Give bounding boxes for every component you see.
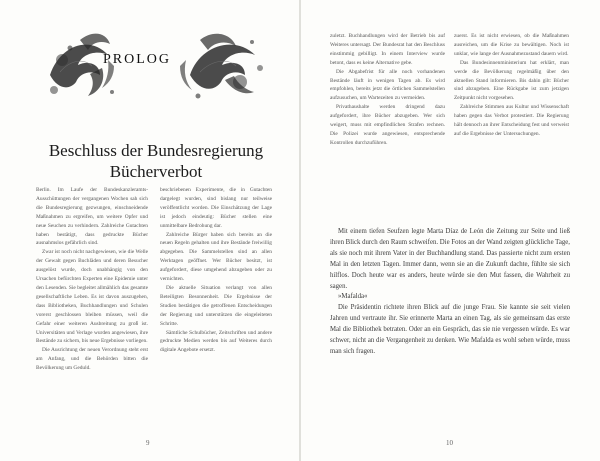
paragraph: Das Bundesinnenministerium hat erklärt, man werde die Bevölkerung regelmäßig über den aktuellen Stand informieren. Bis dahin gilt: Bücher sind abzugeben. Eine Rückgabe ist zum jetzigen Zeitpunkt nicht vorgesehen. (454, 59, 569, 102)
page-number-right: 10 (446, 439, 453, 447)
left-column-2 (160, 186, 272, 406)
paragraph: Die aktuelle Situation verlangt von allen Beteiligten Besonnenheit. Die Ergebnisse der Studien bestätigen die getroffenen Entscheidungen der Regierung und unterstützen die eingeleiteten Schritte. (160, 284, 272, 327)
paragraph: zuerst. Es ist nicht erwiesen, ob die Maßnahmen ausreichen, um die Krise zu bewältigen. Noch ist unklar, wie lange der Ausnahmezustand dauern wird. (454, 33, 569, 57)
paragraph: Die Präsidentin richtete ihren Blick auf die junge Frau. Sie kannte sie seit vielen Jahren und vertraute ihr. Sie erinnerte Marta an einen Tag, als sie gemeinsam das erste Mal die Bibliothek betraten. Oder an ein Gespräch, das sie nie vergessen würde. Es war schwer, nicht an die Vergangenheit zu denken. Wie Mafalda es wohl sehen würde, muss man sich fragen. (330, 304, 570, 355)
paragraph: Privathaushalte werden dringend dazu aufgefordert, ihre Bücher abzugeben. Wer sich weigert, muss mit empfindlichen Strafen rechnen. Die Polizei wurde angewiesen, entsprechende Kontrollen durchzuführen. (330, 104, 445, 146)
page-number-left: 9 (146, 439, 150, 447)
right-column-1 (330, 32, 445, 218)
paragraph: Zahlreiche Bürger haben sich bereits an die neuen Regeln gehalten und ihre Bestände freiwillig abgegeben. Die Sammelstellen sind an allen Werktagen geöffnet. Wer Bücher besitzt, ist aufgefordert, diese umgehend abzugeben oder zu vernichten. (160, 231, 272, 283)
chapter-title-line1: Beschluss der Bundesregierung (48, 141, 264, 160)
paragraph: beschriebenen Experimente, die in Gutachten dargelegt wurden, sind bislang nur teilweise veröffentlicht worden. Die Einschätzung der Lage ist jedoch eindeutig: Bücher stellen eine unmittelbare Bedrohung dar. (160, 187, 272, 229)
paragraph: Mit einem tiefen Seufzen legte Marta Díaz de León die Zeitung zur Seite und ließ ihren Blick durch den Raum schweifen. Die Fotos an der Wand zeigten glückliche Tage, als sie noch mit ihrem Vater in der Buchhandlung stand. Das passierte nicht zum ersten Mal in den letzten Tagen. Immer dann, wenn sie an die Zukunft dachte, fühlte sie sich hilflos. Doch heute war es anders, heute würde sie den Mut fassen, die Wahrheit zu sagen. (330, 228, 570, 290)
paragraph: Zahlreiche Stimmen aus Kultur und Wissenschaft haben gegen das Verbot protestiert. Die Regierung hält dennoch an ihrer Entscheidung fest und verweist auf die Ergebnisse der Untersuchungen. (454, 104, 569, 137)
dialogue-line: »Mafalda« (338, 293, 368, 301)
paragraph: Sämtliche Schulbücher, Zeitschriften und andere gedruckte Medien werden bis auf Weiteres durch digitale Angebote ersetzt. (160, 329, 272, 354)
narrative-text (330, 227, 570, 358)
chapter-title-line2: Bücherverbot (109, 162, 203, 181)
right-page (300, 0, 600, 461)
left-column-1 (36, 186, 148, 406)
paragraph: Die Ausrichtung der neuen Verordnung steht erst am Anfang, und die Behörden bitten die Bevölkerung um Geduld. (36, 347, 148, 372)
paragraph: zuletzt. Buchhandlungen wird der Betrieb bis auf Weiteres untersagt. Der Bundesrat hat den Beschluss einstimmig gebilligt. In einem Interview wurde betont, dass es keine Alternative gebe. (330, 33, 445, 66)
right-column-2 (454, 32, 569, 218)
paragraph: Die Abgabefrist für alle noch vorhandenen Bestände läuft in wenigen Tagen ab. Es wird empfohlen, bereits jetzt die örtlichen Sammelstellen aufzusuchen, um Wartezeiten zu vermeiden. (330, 68, 445, 102)
prolog-label: PROLOG (103, 52, 172, 67)
paragraph: Berlin. Im Laufe der Bundeskanzleramts-Ausschüttungen der vergangenen Wochen sah sich die Bundesregierung gezwungen, einschneidende Maßnahmen zu ergreifen, um weitere Opfer und neue Seuchen zu verhindern. Zahlreiche Gutachten haben bestätigt, dass gedruckte Bücher ausnahmslos gefährlich sind. (36, 187, 148, 247)
chapter-title (36, 140, 276, 182)
paragraph: Zwar ist noch nicht nachgewiesen, wie die Welle der Gewalt gegen Buchläden und deren Besucher ausgelöst wurde, doch unabhängig von den Ursachen befürchten Experten eine Epidemie unter den Lesenden. Sie begleitet allmählich das gesamte gesellschaftliche Leben. Es ist davon auszugehen, dass Bibliotheken, Buchhandlungen und Schulen vorerst geschlossen bleiben müssen, weil die Gefahr einer weiteren Ausbreitung zu groß ist. Universitäten und Verlage wurden angewiesen, ihre Bestände zu sichern, bis neue Ergebnisse vorliegen. (36, 249, 148, 345)
